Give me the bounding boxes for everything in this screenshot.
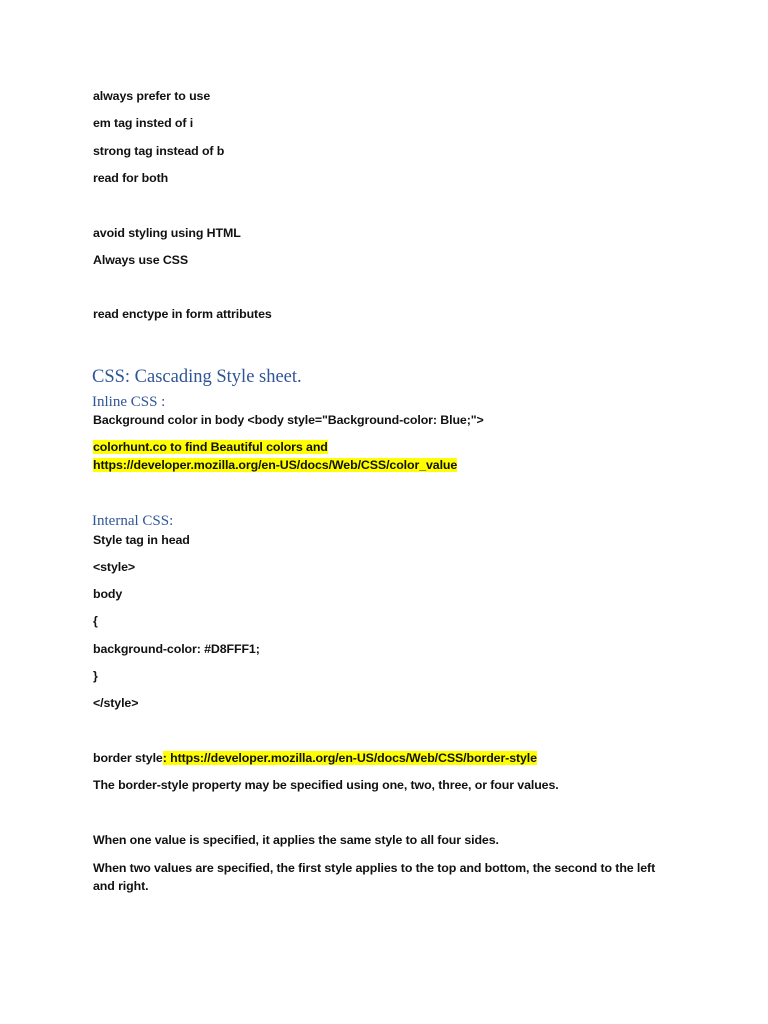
border-style-line: [93, 749, 537, 767]
inline-css-body-line: Background color in body <body style="Background-color: Blue;">: [93, 413, 484, 427]
color-value-link[interactable]: https://developer.mozilla.org/en-US/docs/Web/CSS/color_value: [93, 458, 458, 472]
css-heading: CSS: Cascading Style sheet.: [92, 367, 302, 387]
border-style-label: border style: [93, 751, 163, 765]
border-style-desc: The border-style property may be specified using one, two, three, or four values.: [93, 778, 559, 792]
code-line: </style>: [93, 696, 139, 710]
highlighted-text: colorhunt.co to find Beautiful colors and: [93, 440, 328, 454]
note-line: strong tag instead of b: [93, 144, 225, 158]
code-line: background-color: #D8FFF1;: [93, 642, 260, 656]
code-line: body: [93, 587, 123, 601]
note-line: read enctype in form attributes: [93, 307, 272, 321]
border-style-link[interactable]: : https://developer.mozilla.org/en-US/docs/Web/CSS/border-style: [162, 751, 537, 765]
highlight-line: [93, 438, 328, 456]
internal-css-heading: Internal CSS:: [92, 513, 174, 529]
note-line: Always use CSS: [93, 253, 189, 267]
two-values-line: When two values are specified, the first style applies to the top and bottom, the second to the left and right.: [93, 861, 656, 893]
code-line: Style tag in head: [93, 533, 190, 547]
note-line: read for both: [93, 171, 169, 185]
note-line: always prefer to use: [93, 89, 211, 103]
note-line: avoid styling using HTML: [93, 226, 241, 240]
code-line: }: [93, 669, 98, 683]
highlight-line: [93, 456, 457, 474]
code-line: <style>: [93, 560, 136, 574]
inline-css-heading: Inline CSS :: [92, 394, 166, 410]
note-line: em tag insted of i: [93, 116, 194, 130]
one-value-line: When one value is specified, it applies the same style to all four sides.: [93, 833, 499, 847]
code-line: {: [93, 614, 98, 628]
